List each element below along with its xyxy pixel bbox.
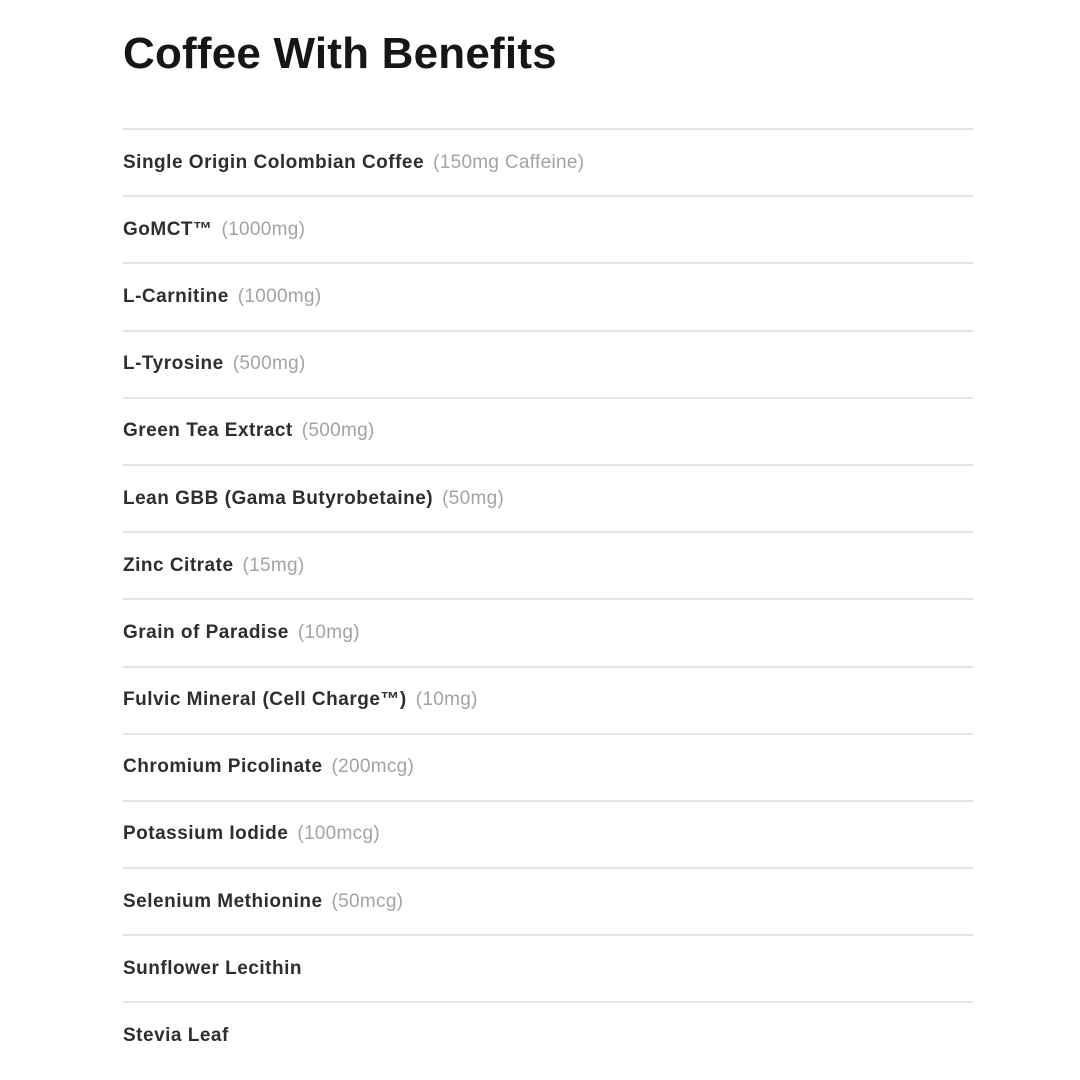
ingredient-amount: (1000mg): [221, 218, 306, 240]
ingredient-amount: (200mcg): [331, 756, 415, 778]
list-item: [123, 195, 973, 262]
ingredient-name: Green Tea Extract: [123, 420, 293, 442]
ingredient-amount: (50mg): [442, 487, 505, 509]
list-item: [123, 934, 973, 1001]
list-item: [123, 464, 973, 531]
ingredient-name: Zinc Citrate: [123, 554, 234, 576]
ingredient-list: [123, 128, 973, 1069]
list-item: [123, 733, 973, 800]
ingredient-amount: (500mg): [301, 420, 375, 442]
list-item: [123, 128, 973, 195]
list-item: [123, 262, 973, 329]
ingredient-amount: (1000mg): [237, 285, 322, 307]
list-item: [123, 397, 973, 464]
ingredient-name: Potassium Iodide: [123, 823, 289, 845]
list-item: [123, 598, 973, 665]
ingredient-name: GoMCT™: [123, 218, 213, 240]
list-item: [123, 1001, 973, 1068]
ingredient-amount: (150mg Caffeine): [433, 151, 585, 173]
ingredient-name: Fulvic Mineral (Cell Charge™): [123, 689, 407, 711]
ingredients-panel: [123, 0, 973, 1069]
ingredient-name: L-Tyrosine: [123, 353, 224, 375]
ingredient-amount: (50mcg): [331, 890, 404, 912]
ingredient-name: Chromium Picolinate: [123, 756, 323, 778]
ingredient-amount: (15mg): [242, 554, 305, 576]
ingredient-amount: (100mcg): [297, 823, 380, 845]
ingredient-name: Selenium Methionine: [123, 890, 323, 912]
ingredient-amount: (10mg): [415, 689, 478, 711]
ingredient-name: L-Carnitine: [123, 285, 229, 307]
ingredient-name: Stevia Leaf: [123, 1025, 229, 1047]
ingredient-amount: (500mg): [232, 353, 306, 375]
page-title: Coffee With Benefits: [123, 29, 557, 78]
ingredient-name: Sunflower Lecithin: [123, 957, 302, 979]
list-item: [123, 666, 973, 733]
ingredient-amount: (10mg): [297, 621, 360, 643]
list-item: [123, 800, 973, 867]
list-item: [123, 531, 973, 598]
ingredient-name: Grain of Paradise: [123, 621, 289, 643]
list-item: [123, 330, 973, 397]
list-item: [123, 867, 973, 934]
ingredient-name: Single Origin Colombian Coffee: [123, 151, 425, 173]
ingredient-name: Lean GBB (Gama Butyrobetaine): [123, 487, 434, 509]
